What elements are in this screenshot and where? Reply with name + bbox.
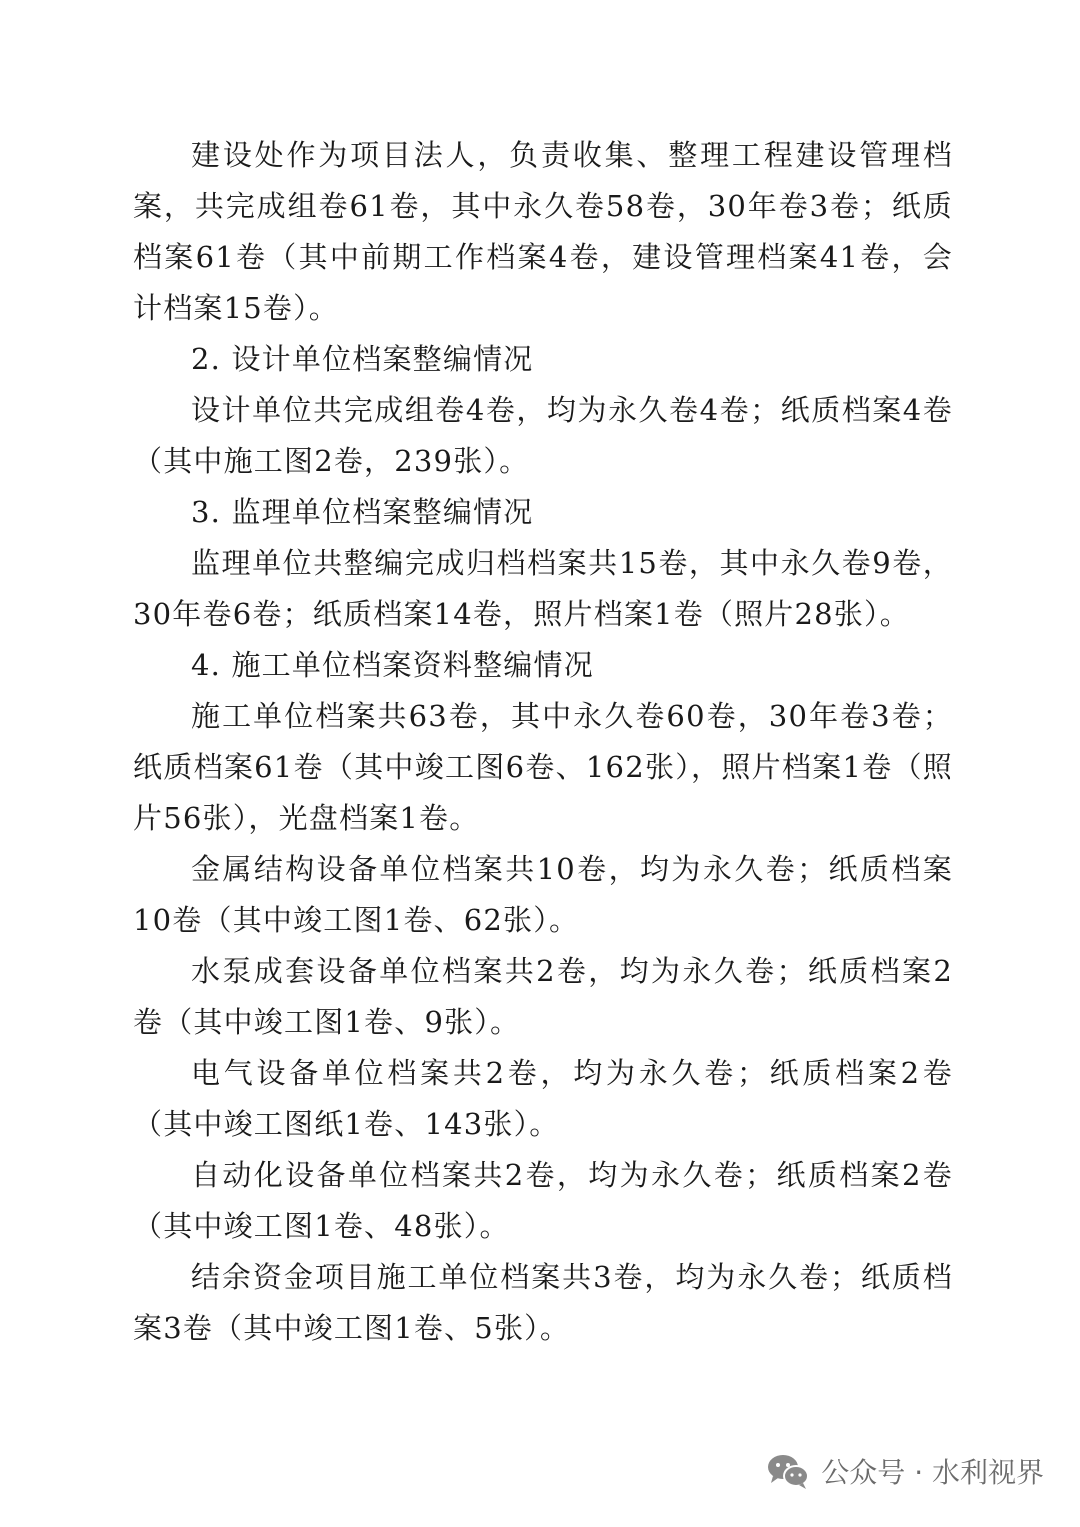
paragraph-automation-equipment-unit: 自动化设备单位档案共2卷，均为永久卷；纸质档案2卷（其中竣工图1卷、48张）。	[133, 1158, 953, 1243]
document-body	[133, 130, 953, 1354]
paragraph-metal-structure-unit: 金属结构设备单位档案共10卷，均为永久卷；纸质档案10卷（其中竣工图1卷、62张）。	[133, 852, 953, 937]
paragraph-surplus-fund-project-unit: 结余资金项目施工单位档案共3卷，均为永久卷；纸质档案3卷（其中竣工图1卷、5张）。	[133, 1260, 953, 1345]
paragraph-supervision-unit: 监理单位共整编完成归档档案共15卷，其中永久卷9卷，30年卷6卷；纸质档案14卷，照片档案1卷（照片28张）。	[133, 546, 953, 631]
heading-construction-unit: 4. 施工单位档案资料整编情况	[191, 648, 594, 682]
watermark-text: 公众号 · 水利视界	[821, 1456, 1044, 1489]
wechat-icon	[765, 1451, 811, 1491]
paragraph-construction-unit: 施工单位档案共63卷，其中永久卷60卷，30年卷3卷；纸质档案61卷（其中竣工图6卷、162张），照片档案1卷（照片56张），光盘档案1卷。	[133, 699, 953, 835]
paragraph-electrical-equipment-unit: 电气设备单位档案共2卷，均为永久卷；纸质档案2卷（其中竣工图纸1卷、143张）。	[133, 1056, 953, 1141]
paragraph-design-unit: 设计单位共完成组卷4卷，均为永久卷4卷；纸质档案4卷（其中施工图2卷，239张）。	[133, 393, 953, 478]
wechat-watermark	[765, 1451, 1044, 1491]
heading-design-unit: 2. 设计单位档案整编情况	[191, 342, 534, 376]
paragraph-construction-office: 建设处作为项目法人，负责收集、整理工程建设管理档案，共完成组卷61卷，其中永久卷58卷，30年卷3卷；纸质档案61卷（其中前期工作档案4卷，建设管理档案41卷，会计档案15卷）。	[133, 138, 953, 325]
paragraph-pump-equipment-unit: 水泵成套设备单位档案共2卷，均为永久卷；纸质档案2卷（其中竣工图1卷、9张）。	[133, 954, 953, 1039]
heading-supervision-unit: 3. 监理单位档案整编情况	[191, 495, 534, 529]
